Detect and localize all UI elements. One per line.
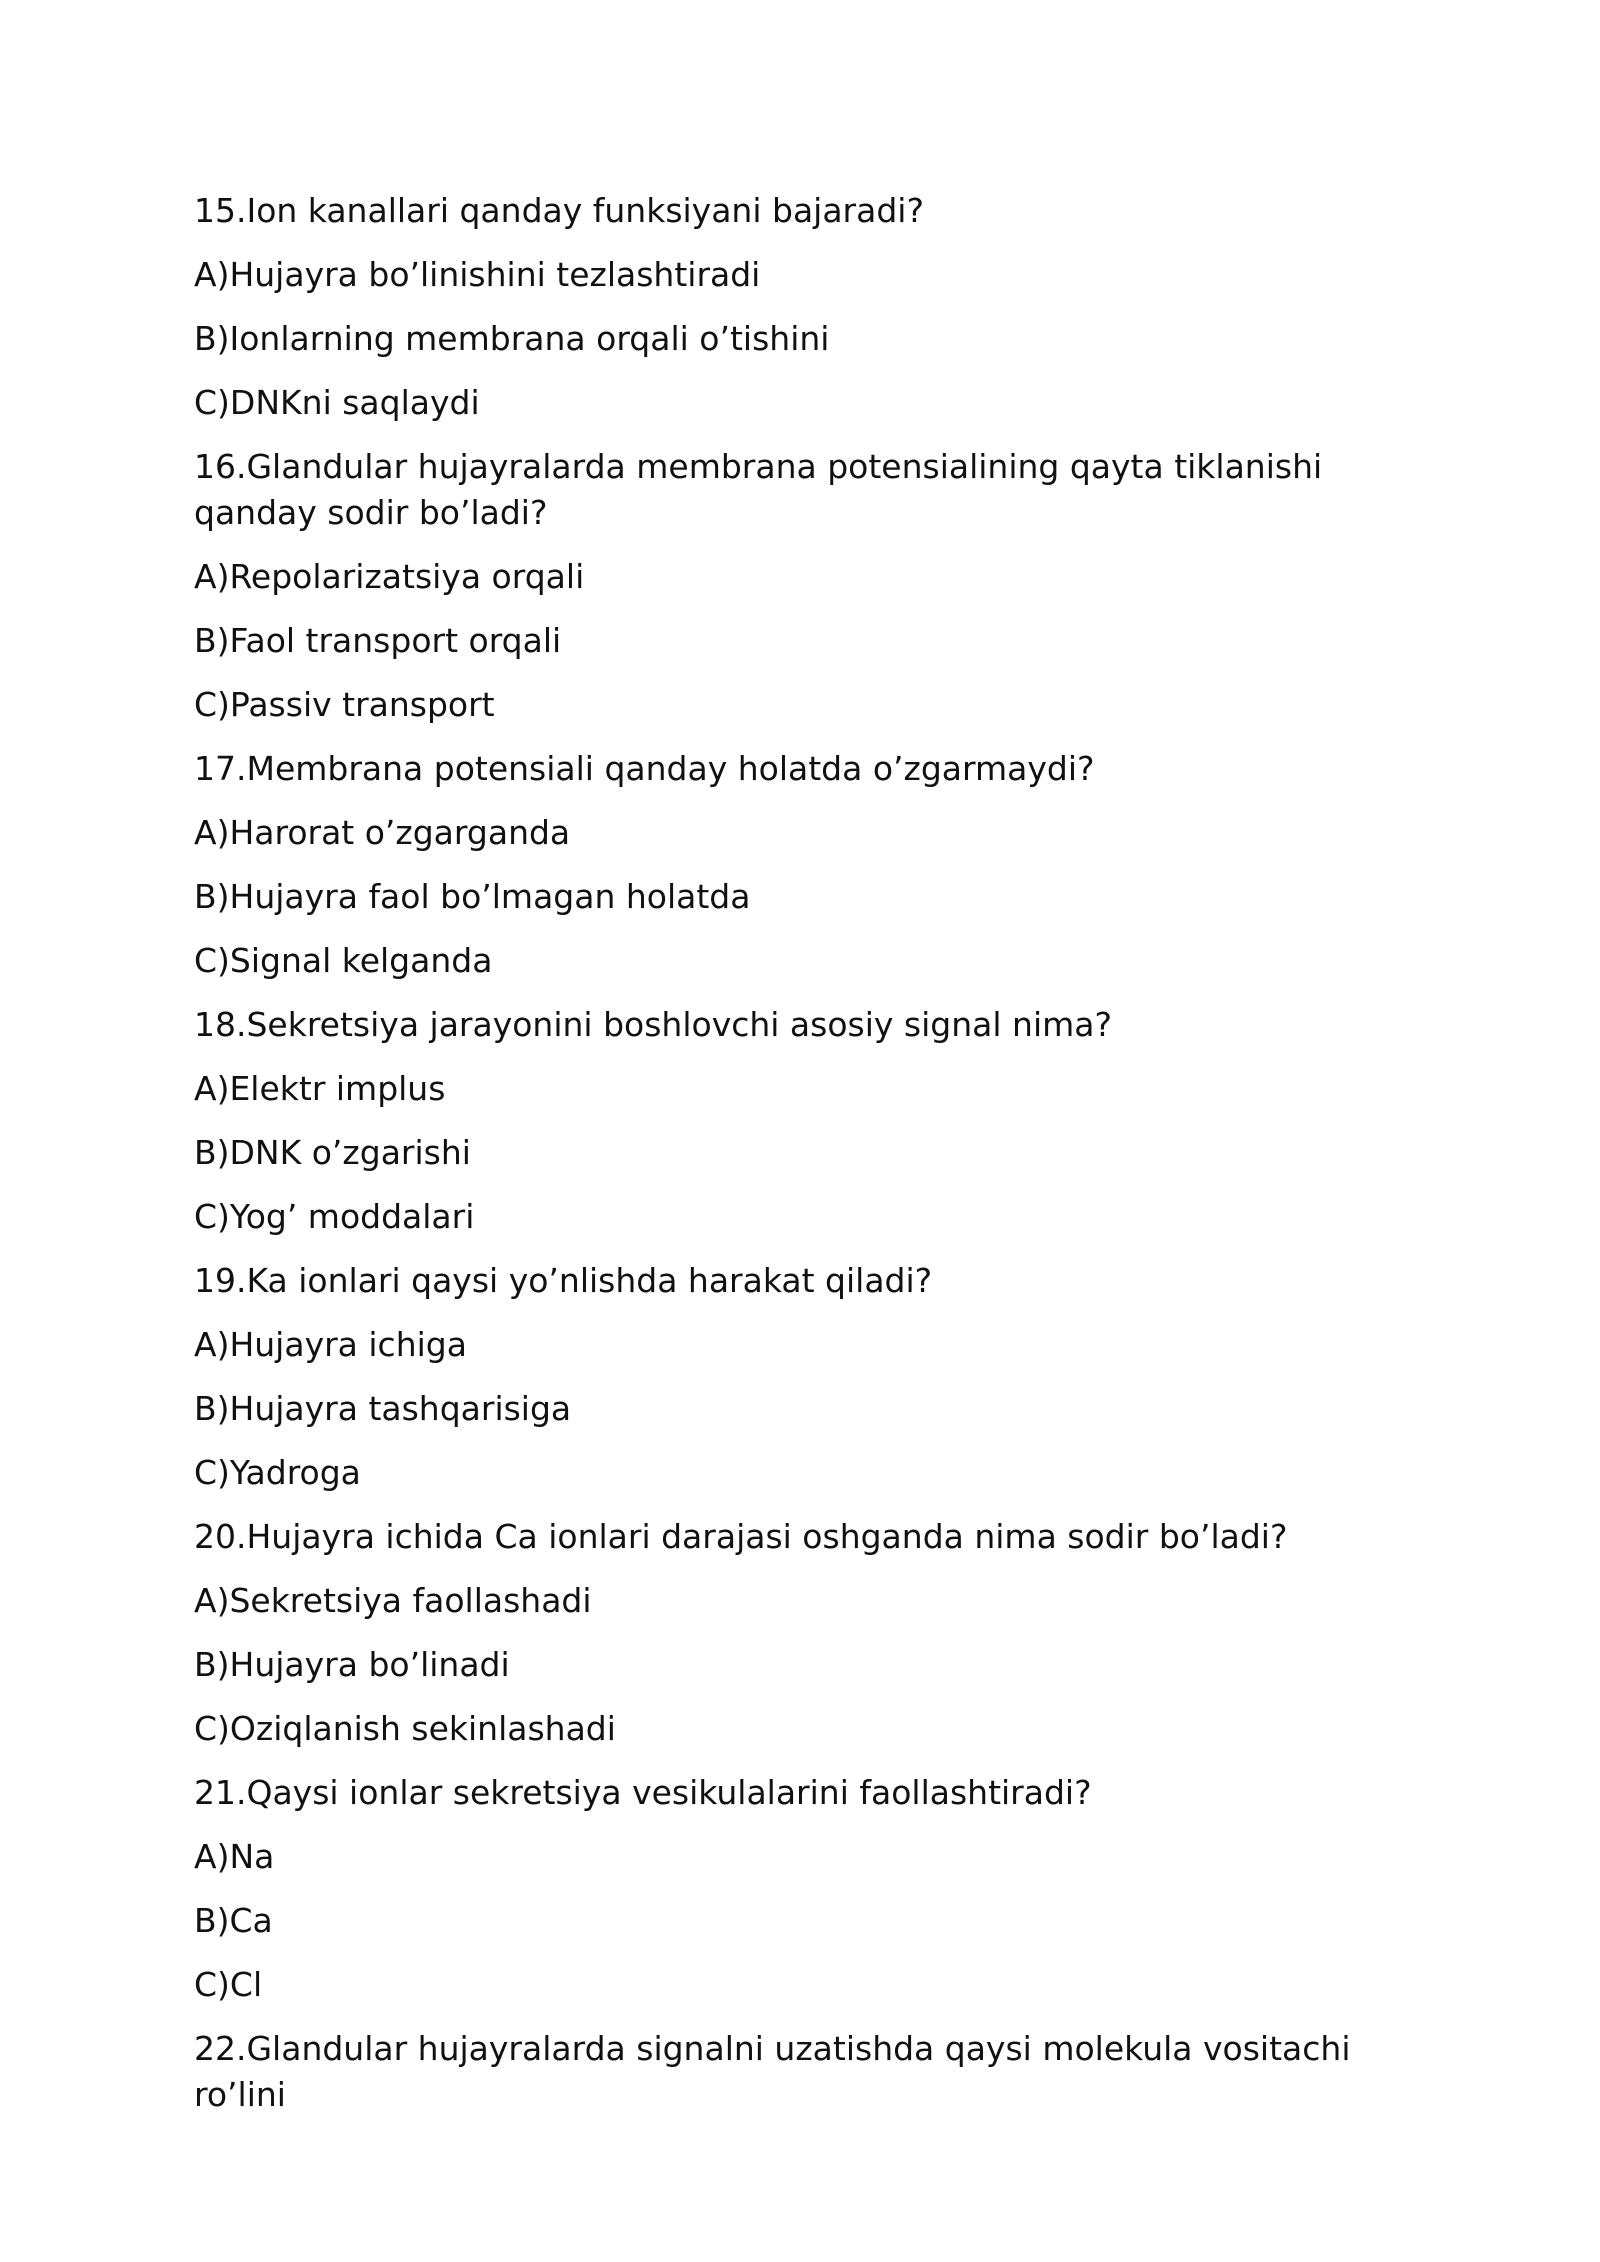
question-15: 15.Ion kanallari qanday funksiyani bajaradi? — [194, 191, 924, 230]
option-18-a: A)Elektr implus — [194, 1069, 446, 1108]
option-17-a: A)Harorat o’zgarganda — [194, 813, 571, 852]
option-21-c: C)Cl — [194, 1965, 263, 2004]
option-20-b: B)Hujayra bo’linadi — [194, 1645, 510, 1684]
option-17-c: C)Signal kelganda — [194, 941, 493, 980]
question-19: 19.Ka ionlari qaysi yo’nlishda harakat qiladi? — [194, 1261, 933, 1300]
option-16-b: B)Faol transport orqali — [194, 621, 562, 660]
option-21-a: A)Na — [194, 1837, 275, 1876]
question-20: 20.Hujayra ichida Ca ionlari darajasi oshganda nima sodir bo’ladi? — [194, 1517, 1288, 1556]
option-15-b: B)Ionlarning membrana orqali o’tishini — [194, 319, 830, 358]
option-18-c: C)Yog’ moddalari — [194, 1197, 475, 1236]
option-16-c: C)Passiv transport — [194, 685, 495, 724]
option-21-b: B)Ca — [194, 1901, 273, 1940]
option-20-c: C)Oziqlanish sekinlashadi — [194, 1709, 616, 1748]
option-17-b: B)Hujayra faol bo’lmagan holatda — [194, 877, 751, 916]
question-17: 17.Membrana potensiali qanday holatda o’zgarmaydi? — [194, 749, 1095, 788]
question-16: 16.Glandular hujayralarda membrana potensialining qayta tiklanishi qanday sodir bo’ladi? — [194, 447, 1323, 532]
document-content — [194, 188, 1374, 2136]
option-15-c: C)DNKni saqlaydi — [194, 383, 480, 422]
option-18-b: B)DNK o’zgarishi — [194, 1133, 471, 1172]
option-19-c: C)Yadroga — [194, 1453, 361, 1492]
question-21: 21.Qaysi ionlar sekretsiya vesikulalarini faollashtiradi? — [194, 1773, 1092, 1812]
question-22: 22.Glandular hujayralarda signalni uzatishda qaysi molekula vositachi ro’lini — [194, 2029, 1351, 2114]
option-19-b: B)Hujayra tashqarisiga — [194, 1389, 572, 1428]
option-16-a: A)Repolarizatsiya orqali — [194, 557, 585, 596]
question-18: 18.Sekretsiya jarayonini boshlovchi asosiy signal nima? — [194, 1005, 1112, 1044]
option-20-a: A)Sekretsiya faollashadi — [194, 1581, 592, 1620]
option-19-a: A)Hujayra ichiga — [194, 1325, 467, 1364]
option-15-a: A)Hujayra bo’linishini tezlashtiradi — [194, 255, 761, 294]
